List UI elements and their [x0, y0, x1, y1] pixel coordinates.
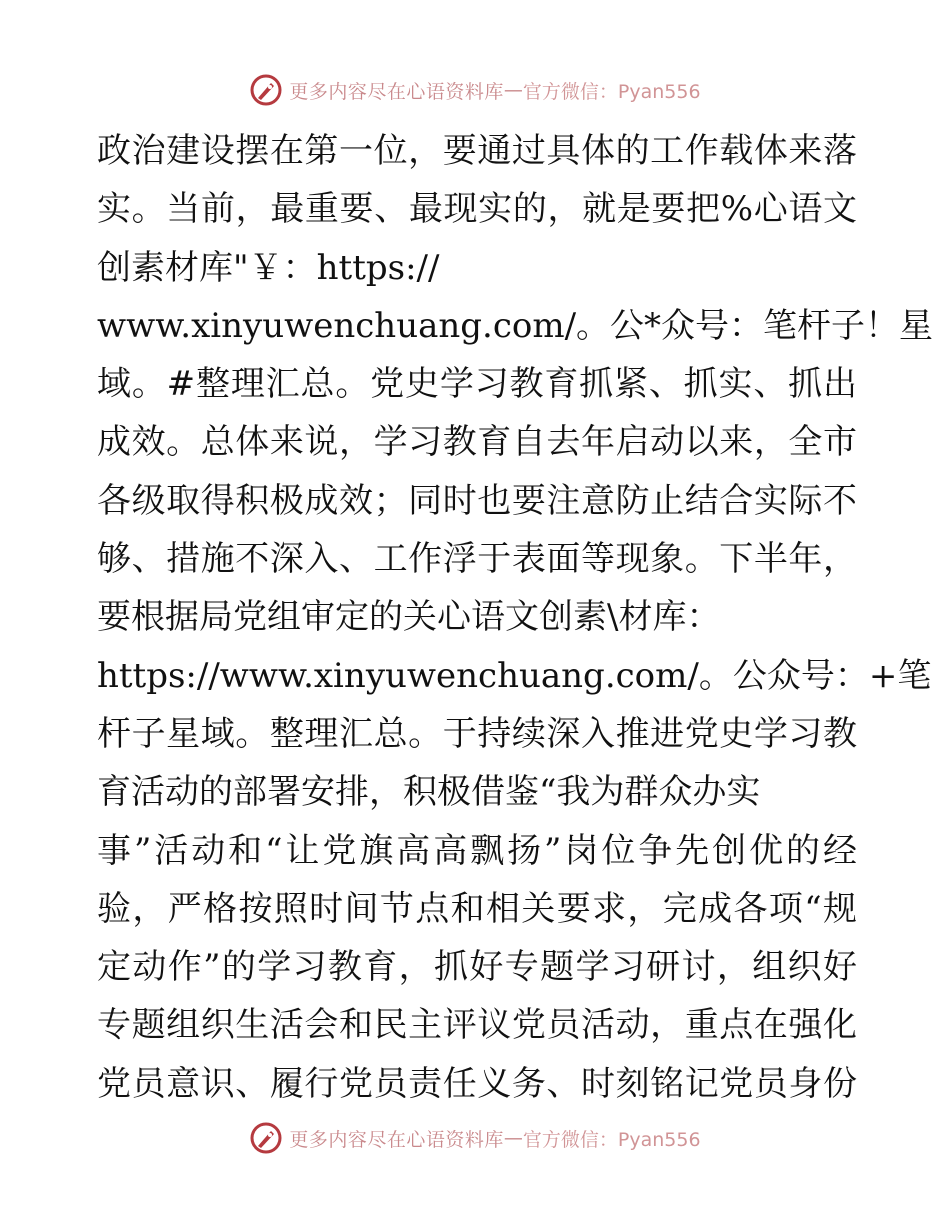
- body-line: 党员意识、履行党员责任义务、时刻铭记党员身份: [97, 1063, 857, 1104]
- footer-banner-separator: —: [503, 1127, 523, 1149]
- body-line: https://www.xinyuwenchuang.com/。公众号：+笔: [97, 655, 932, 696]
- document-body: [97, 122, 934, 1113]
- pen-nib-circle-icon: [249, 73, 283, 107]
- body-line: 够、措施不深入、工作浮于表面等现象。下半年，: [97, 539, 857, 580]
- body-line: 实。当前，最重要、最现实的，就是要把%心语文: [97, 189, 857, 230]
- body-line: 定动作”的学习教育，抓好专题学习研讨，组织好: [97, 947, 857, 988]
- body-line: 验，严格按照时间节点和相关要求，完成各项“规: [97, 888, 857, 929]
- body-line: www.xinyuwenchuang.com/。公*众号：笔杆子！星: [97, 305, 934, 346]
- body-line: 要根据局党组审定的关心语文创素\材库：: [97, 597, 721, 638]
- body-line: 杆子星域。整理汇总。于持续深入推进党史学习教: [97, 713, 857, 754]
- footer-banner-contact: 官方微信：Pyan556: [522, 1128, 701, 1151]
- body-line: 育活动的部署安排，积极借鉴“我为群众办实: [97, 772, 761, 813]
- body-line: 各级取得积极成效；同时也要注意防止结合实际不: [97, 480, 857, 521]
- header-banner-text: 更多内容尽在心语资料库: [289, 80, 504, 103]
- body-line: 域。#整理汇总。党史学习教育抓紧、抓实、抓出: [97, 364, 857, 405]
- body-line: 政治建设摆在第一位，要通过具体的工作载体来落: [97, 131, 857, 171]
- footer-banner: [0, 1118, 950, 1158]
- header-banner-contact: 官方微信：Pyan556: [522, 80, 701, 103]
- header-banner-separator: —: [503, 79, 523, 101]
- body-line: 事”活动和“让党旗高高飘扬”岗位争先创优的经: [97, 830, 857, 871]
- footer-banner-text: 更多内容尽在心语资料库: [289, 1128, 504, 1151]
- body-line: 成效。总体来说，学习教育自去年启动以来，全市: [97, 422, 857, 463]
- header-banner: [0, 70, 950, 110]
- body-line: 创素材库"￥：https://: [97, 247, 440, 288]
- pen-nib-circle-icon: [249, 1121, 283, 1155]
- body-line: 专题组织生活会和民主评议党员活动，重点在强化: [97, 1005, 857, 1046]
